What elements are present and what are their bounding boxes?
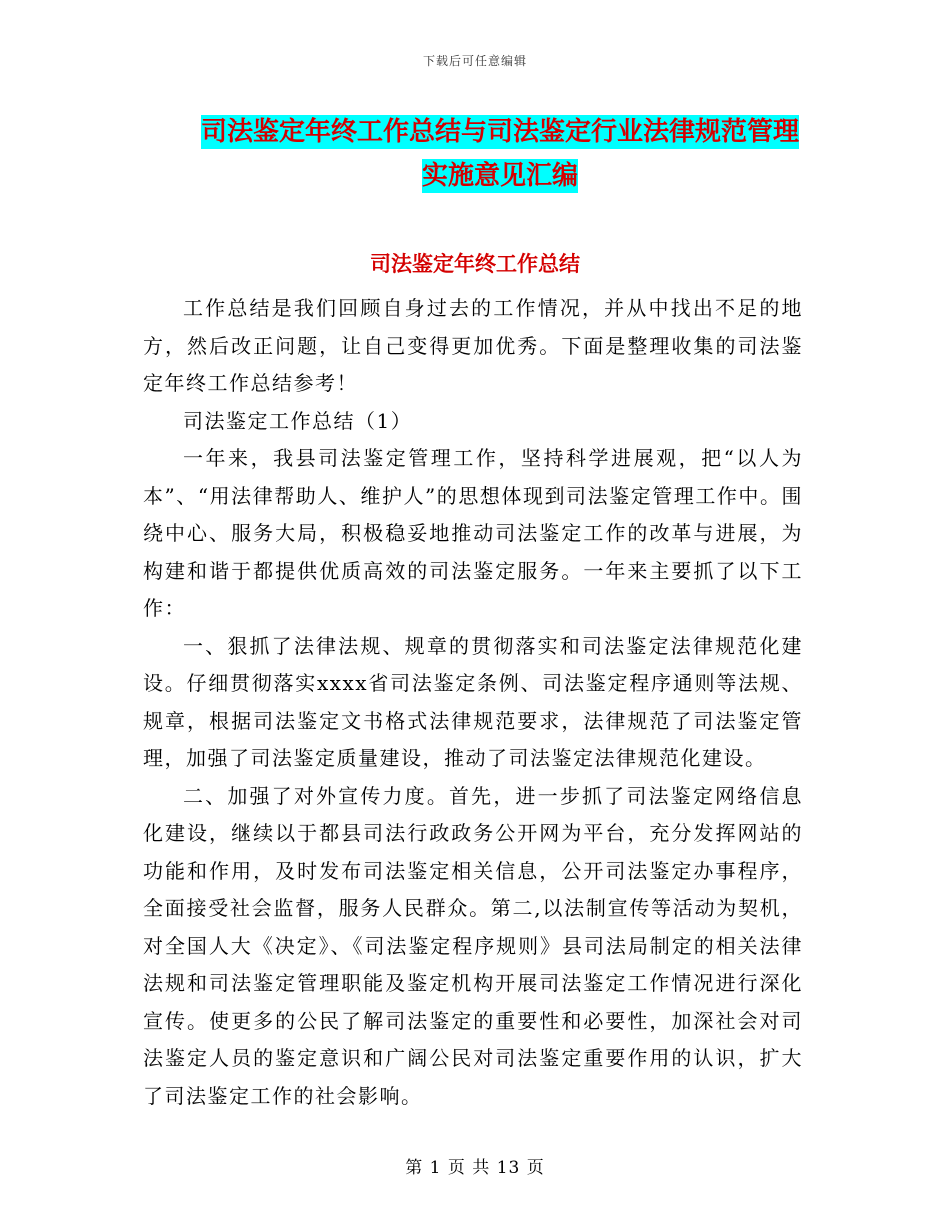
document-title-line-2: 实施意见汇编	[421, 161, 578, 191]
body-text	[143, 290, 803, 1115]
section-title: 司法鉴定年终工作总结	[370, 252, 580, 276]
paragraph-overview: 一年来，我县司法鉴定管理工作，坚持科学进展观，把“以人为本”、“用法律帮助人、维护人”的思想体现到司法鉴定管理工作中。围绕中心、服务大局，积极稳妥地推动司法鉴定工作的改革与进展，为构建和谐于都提供优质高效的司法鉴定服务。一年来主要抓了以下工作：	[143, 446, 803, 620]
paragraph-point-two: 二、加强了对外宣传力度。首先，进一步抓了司法鉴定网络信息化建设，继续以于都县司法行政政务公开网为平台，充分发挥网站的功能和作用，及时发布司法鉴定相关信息，公开司法鉴定办事程序，全面接受社会监督，服务人民群众。第二,以法制宣传等活动为契机，对全国人大《决定》、《司法鉴定程序规则》县司法局制定的相关法律法规和司法鉴定管理职能及鉴定机构开展司法鉴定工作情况进行深化宣传。使更多的公民了解司法鉴定的重要性和必要性，加深社会对司法鉴定人员的鉴定意识和广阔公民对司法鉴定重要作用的认识，扩大了司法鉴定工作的社会影响。	[143, 783, 803, 1108]
page-header-note: 下载后可任意编辑	[422, 54, 527, 68]
document-title-line-1: 司法鉴定年终工作总结与司法鉴定行业法律规范管理	[200, 117, 799, 147]
paragraph-intro: 工作总结是我们回顾自身过去的工作情况，并从中找出不足的地方，然后改正问题，让自己变得更加优秀。下面是整理收集的司法鉴定年终工作总结参考！	[143, 296, 803, 395]
document-title	[190, 110, 810, 198]
page-number: 第 1 页 共 13 页	[405, 1158, 545, 1178]
paragraph-subheading: 司法鉴定工作总结（1）	[183, 408, 413, 433]
paragraph-point-one: 一、狠抓了法律法规、规章的贯彻落实和司法鉴定法律规范化建设。仔细贯彻落实xxxx省司法鉴定条例、司法鉴定程序通则等法规、规章，根据司法鉴定文书格式法律规范要求，法律规范了司法鉴定管理，加强了司法鉴定质量建设，推动了司法鉴定法律规范化建设。	[143, 633, 803, 770]
